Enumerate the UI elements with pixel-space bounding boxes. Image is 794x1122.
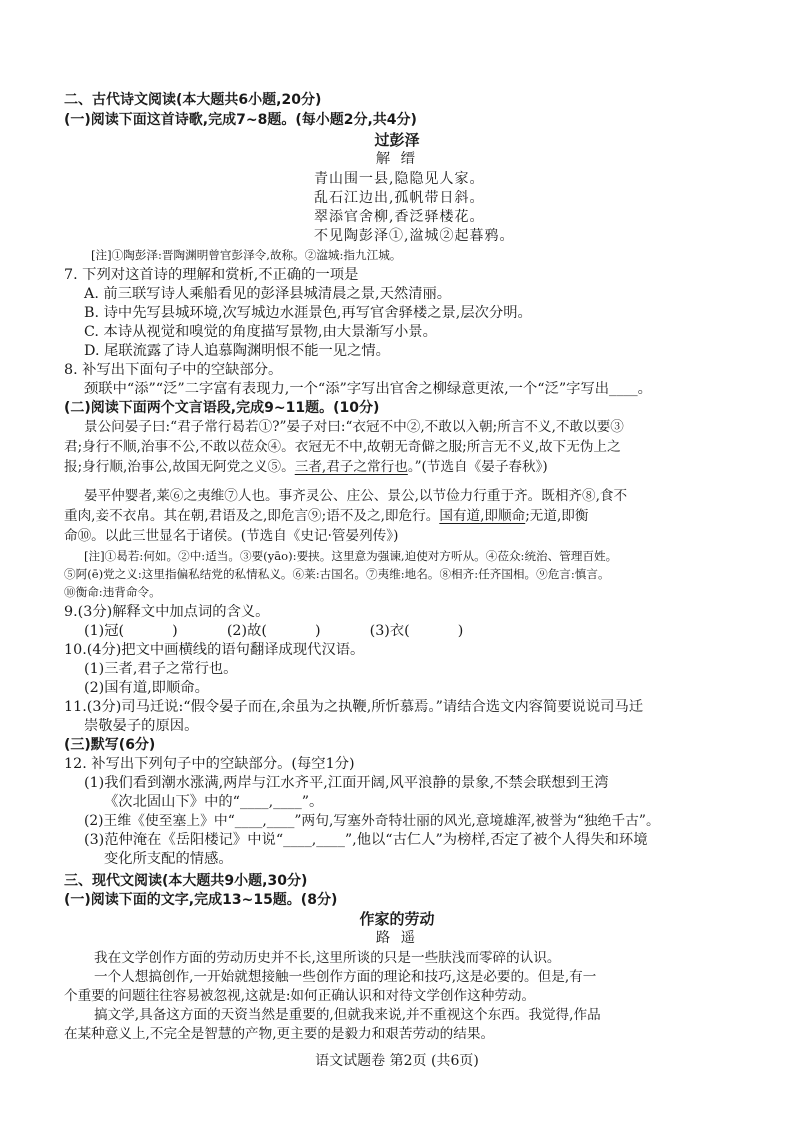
passage1-line: 景公问晏子曰:“君子常行曷若①?”晏子对曰:“衣冠不中②,不敢以入朝;所言不义,不敢以要③ (84, 419, 624, 435)
question-8-stem: 8. 补写出下面句子中的空缺部分。 (64, 362, 283, 378)
passage-note: [注]①曷若:何如。②中:适当。③要(yāo):要挟。这里意为强谏,迫使对方听从。④莅众:统治、管理百姓。 (84, 549, 618, 563)
paren-close: ) (457, 623, 464, 639)
passage2-text-cont: ;无道,即衡 (525, 508, 589, 524)
part1-heading: (一)阅读下面这首诗歌,完成7~8题。(每小题2分,共4分) (64, 112, 417, 128)
article-author: 路 遥 (375, 930, 419, 946)
passage2-line: 晏平仲婴者,莱⑥之夷维⑦人也。事齐灵公、庄公、景公,以节俭力行重于齐。既相齐⑧,食不 (84, 488, 628, 504)
question-7-option-b: B. 诗中先写县城环境,次写城边水涯景色,再写官舍驿楼之景,层次分明。 (84, 305, 532, 321)
question-10-stem: 10.(4分)把文中画横线的语句翻译成现代汉语。 (64, 642, 365, 658)
section3-heading: 三、现代文阅读(本大题共9小题,30分) (64, 873, 308, 889)
passage1-text: 报;身行顺,治事公,故国无阿党之义⑤。 (64, 459, 295, 475)
article-title: 作家的劳动 (359, 910, 435, 928)
question-11-line2: 崇敬晏子的原因。 (84, 718, 199, 734)
article-paragraph: 一个人想搞创作,一开始就想接触一些创作方面的理论和技巧,这是必要的。但是,有一 (94, 969, 597, 985)
question-7-option-d: D. 尾联流露了诗人追慕陶渊明恨不能一见之情。 (84, 343, 390, 359)
poem-line: 青山围一县,隐隐见人家。 (314, 171, 485, 187)
section3-part1-heading: (一)阅读下面的文字,完成13~15题。(8分) (64, 892, 338, 908)
poem-title: 过彭泽 (374, 131, 420, 149)
passage2-text: 重肉,妾不衣帛。其在朝,君语及之,即危言⑨;语不及之,即危行。 (64, 508, 440, 524)
part3-heading: (三)默写(6分) (64, 737, 156, 753)
question-9-item-3: (3)衣( (369, 623, 410, 639)
question-12-line: 变化所支配的情感。 (104, 851, 233, 867)
question-8-body: 颈联中“添”“泛”二字富有表现力,一个“添”字写出官舍之柳绿意更浓,一个“泛”字写出____。 (84, 381, 652, 397)
question-12-line: 《次北固山下》中的“____,____”。 (104, 794, 324, 810)
question-7-option-c: C. 本诗从视觉和嗅觉的角度描写景物,由大景渐写小景。 (84, 324, 437, 340)
question-10-item-2: (2)国有道,即顺命。 (84, 680, 209, 696)
poem-line: 乱石江边出,孤帆带日斜。 (314, 190, 485, 206)
passage-note: ⑩衡命:违背命令。 (64, 585, 161, 599)
poem-author: 解 缙 (375, 151, 419, 167)
question-12-line: (3)范仲淹在《岳阳楼记》中说“____,____”,他以“古仁人”为榜样,否定了被个人得失和环境 (84, 832, 648, 848)
question-12-stem: 12. 补写出下列句子中的空缺部分。(每空1分) (64, 756, 355, 772)
question-9-item-2: (2)故( (226, 623, 267, 639)
part2-heading: (二)阅读下面两个文言语段,完成9~11题。(10分) (64, 400, 380, 416)
passage2-line (64, 507, 588, 525)
poem-line: 翠添官舍柳,香泛驿楼花。 (314, 209, 485, 225)
question-9-items (84, 622, 463, 640)
article-paragraph: 搞文学,具备这方面的天资当然是重要的,但就我来说,并不重视这个东西。我觉得,作品 (94, 1007, 601, 1023)
passage2-source: 命⑩。以此三世显名于诸侯。(节选自《史记·管晏列传》) (64, 528, 399, 544)
question-7-option-a: A. 前三联写诗人乘船看见的彭泽县城清晨之景,天然清丽。 (84, 286, 452, 302)
question-9-stem: 9.(3分)解释文中加点词的含义。 (64, 604, 270, 620)
section2-heading: 二、古代诗文阅读(本大题共6小题,20分) (64, 92, 322, 108)
page-footer: 语文试题卷 第2页 (共6页) (315, 1053, 479, 1069)
article-paragraph: 我在文学创作方面的劳动历史并不长,这里所谈的只是一些肤浅而零碎的认识。 (94, 950, 561, 966)
passage1-last-line (64, 458, 548, 476)
passage1-underlined-sentence: 三者,君子之常行也 (294, 459, 408, 475)
passage-note: ⑤阿(ē)党之义:这里指偏私结党的私情私义。⑥莱:古国名。⑦夷维:地名。⑧相齐:任齐国相。⑨危言:慎言。 (64, 567, 610, 581)
poem-line: 不见陶彭泽①,湓城②起暮鸦。 (314, 228, 515, 244)
paren-close: ) (172, 623, 178, 639)
article-paragraph: 个重要的问题往往容易被忽视,这就是:如何正确认识和对待文学创作这种劳动。 (64, 988, 536, 1004)
article-paragraph: 在某种意义上,不完全是智慧的产物,更主要的是毅力和艰苦劳动的结果。 (64, 1026, 495, 1042)
question-7-stem: 7. 下列对这首诗的理解和赏析,不正确的一项是 (64, 267, 359, 283)
passage1-line: 君;身行不顺,治事不公,不敢以莅众④。衣冠无不中,故朝无奇僻之服;所言无不义,故下无伪上之 (64, 439, 621, 455)
question-12-line: (1)我们看到潮水涨满,两岸与江水齐平,江面开阔,风平浪静的景象,不禁会联想到王湾 (84, 775, 609, 791)
poem-note: [注]①陶彭泽:晋陶渊明曾官彭泽令,故称。②湓城:指九江城。 (91, 248, 402, 262)
question-10-item-1: (1)三者,君子之常行也。 (84, 661, 238, 677)
question-12-line: (2)王维《使至塞上》中“____,____”两句,写塞外奇特壮丽的风光,意境雄浑,被誉为“独绝千古”。 (84, 813, 660, 829)
paren-close: ) (314, 623, 321, 639)
passage2-underlined-sentence: 国有道,即顺命 (439, 508, 526, 524)
question-11-line1: 11.(3分)司马迁说:“假令晏子而在,余虽为之执鞭,所忻慕焉。”请结合选文内容简要说说司马迁 (64, 699, 644, 715)
passage1-source: 。”(节选自《晏子春秋》) (407, 459, 548, 475)
question-9-item-1: (1)冠( (84, 623, 125, 639)
